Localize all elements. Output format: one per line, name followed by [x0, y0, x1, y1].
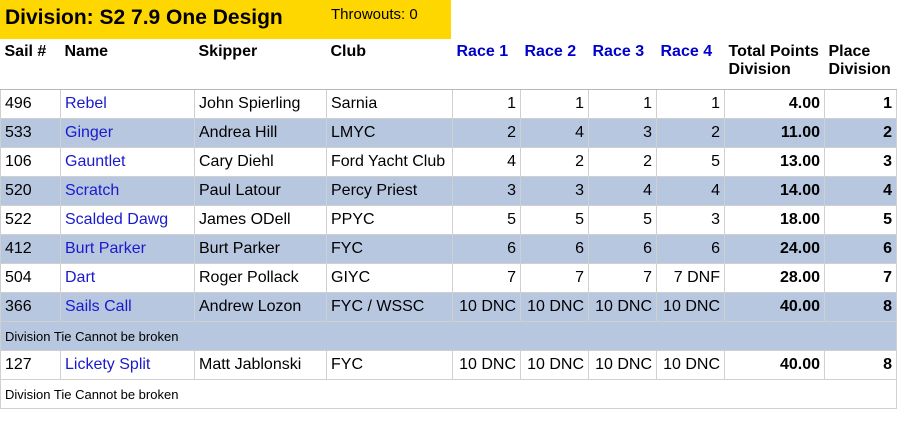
col-race-1[interactable]: Race 1	[453, 39, 521, 90]
boat-name-link[interactable]: Lickety Split	[65, 356, 151, 373]
skipper-name-cell: Burt Parker	[195, 235, 327, 264]
race-3-result-cell: 6	[589, 235, 657, 264]
race-4-result-cell: 10 DNC	[657, 293, 725, 322]
total-points-cell: 14.00	[725, 177, 825, 206]
table-row	[1, 90, 897, 119]
col-total-points	[725, 39, 825, 90]
skipper-name-cell: Roger Pollack	[195, 264, 327, 293]
total-points-cell: 40.00	[725, 351, 825, 380]
col-race-4[interactable]: Race 4	[657, 39, 725, 90]
skipper-name-cell: Matt Jablonski	[195, 351, 327, 380]
boat-name-link-cell	[61, 235, 195, 264]
race-3-result-cell: 3	[589, 119, 657, 148]
table-row	[1, 235, 897, 264]
boat-name-link-cell	[61, 351, 195, 380]
place-division-cell: 4	[825, 177, 897, 206]
tie-note-row	[1, 322, 897, 351]
race-3-result-cell: 10 DNC	[589, 351, 657, 380]
race-4-result-cell: 10 DNC	[657, 351, 725, 380]
col-name: Name	[61, 39, 195, 90]
place-division-cell: 7	[825, 264, 897, 293]
skipper-name-cell: Andrew Lozon	[195, 293, 327, 322]
race-2-result-cell: 5	[521, 206, 589, 235]
club-name-cell: FYC	[327, 351, 453, 380]
col-club: Club	[327, 39, 453, 90]
col-total-line2: Division	[728, 61, 791, 78]
race-1-result-cell: 10 DNC	[453, 351, 521, 380]
club-name-cell: Sarnia	[327, 90, 453, 119]
race-4-result-cell: 6	[657, 235, 725, 264]
race-1-result-cell: 7	[453, 264, 521, 293]
race-1-result-cell: 3	[453, 177, 521, 206]
race-2-result-cell: 10 DNC	[521, 351, 589, 380]
tie-note: Division Tie Cannot be broken	[1, 380, 897, 409]
race-2-result-cell: 1	[521, 90, 589, 119]
race-4-result-cell: 4	[657, 177, 725, 206]
club-name-cell: Ford Yacht Club	[327, 148, 453, 177]
club-name-cell: Percy Priest	[327, 177, 453, 206]
sail-number-cell: 106	[1, 148, 61, 177]
table-row	[1, 148, 897, 177]
table-row	[1, 177, 897, 206]
table-row	[1, 206, 897, 235]
sail-number-cell: 522	[1, 206, 61, 235]
race-4-result-cell: 2	[657, 119, 725, 148]
race-4-result-cell: 7 DNF	[657, 264, 725, 293]
total-points-cell: 28.00	[725, 264, 825, 293]
race-2-result-cell: 10 DNC	[521, 293, 589, 322]
col-place	[825, 39, 897, 90]
boat-name-link[interactable]: Sails Call	[65, 298, 132, 315]
total-points-cell: 40.00	[725, 293, 825, 322]
sail-number-cell: 412	[1, 235, 61, 264]
race-3-result-cell: 7	[589, 264, 657, 293]
division-title: Division: S2 7.9 One Design	[5, 6, 283, 29]
col-place-line1: Place	[828, 43, 871, 60]
col-race-3[interactable]: Race 3	[589, 39, 657, 90]
skipper-name-cell: Andrea Hill	[195, 119, 327, 148]
results-body	[1, 90, 897, 409]
table-row	[1, 119, 897, 148]
skipper-name-cell: James ODell	[195, 206, 327, 235]
race-1-result-cell: 10 DNC	[453, 293, 521, 322]
total-points-cell: 4.00	[725, 90, 825, 119]
race-3-result-cell: 2	[589, 148, 657, 177]
boat-name-link[interactable]: Gauntlet	[65, 153, 126, 170]
col-skipper: Skipper	[195, 39, 327, 90]
race-1-result-cell: 5	[453, 206, 521, 235]
place-division-cell: 5	[825, 206, 897, 235]
total-points-cell: 18.00	[725, 206, 825, 235]
place-division-cell: 6	[825, 235, 897, 264]
race-2-result-cell: 7	[521, 264, 589, 293]
place-division-cell: 8	[825, 293, 897, 322]
throwouts-label: Throwouts: 0	[331, 6, 418, 23]
table-row	[1, 264, 897, 293]
race-2-result-cell: 6	[521, 235, 589, 264]
sail-number-cell: 533	[1, 119, 61, 148]
boat-name-link[interactable]: Ginger	[65, 124, 114, 141]
total-points-cell: 13.00	[725, 148, 825, 177]
boat-name-link[interactable]: Rebel	[65, 95, 107, 112]
boat-name-link-cell	[61, 206, 195, 235]
division-title-bar	[0, 0, 451, 39]
skipper-name-cell: Paul Latour	[195, 177, 327, 206]
race-2-result-cell: 4	[521, 119, 589, 148]
header-row	[1, 39, 897, 90]
boat-name-link-cell	[61, 177, 195, 206]
col-total-line1: Total Points	[728, 43, 819, 60]
results-table	[0, 39, 897, 409]
place-division-cell: 1	[825, 90, 897, 119]
total-points-cell: 24.00	[725, 235, 825, 264]
club-name-cell: PPYC	[327, 206, 453, 235]
sail-number-cell: 496	[1, 90, 61, 119]
tie-note-row	[1, 380, 897, 409]
race-2-result-cell: 2	[521, 148, 589, 177]
col-place-line2: Division	[828, 61, 891, 78]
race-4-result-cell: 5	[657, 148, 725, 177]
tie-note: Division Tie Cannot be broken	[1, 322, 897, 351]
skipper-name-cell: John Spierling	[195, 90, 327, 119]
race-3-result-cell: 4	[589, 177, 657, 206]
place-division-cell: 3	[825, 148, 897, 177]
race-2-result-cell: 3	[521, 177, 589, 206]
race-3-result-cell: 5	[589, 206, 657, 235]
boat-name-link-cell	[61, 90, 195, 119]
sail-number-cell: 520	[1, 177, 61, 206]
sail-number-cell: 127	[1, 351, 61, 380]
race-1-result-cell: 4	[453, 148, 521, 177]
race-1-result-cell: 1	[453, 90, 521, 119]
boat-name-link[interactable]: Scratch	[65, 182, 120, 199]
place-division-cell: 8	[825, 351, 897, 380]
club-name-cell: LMYC	[327, 119, 453, 148]
boat-name-link-cell	[61, 119, 195, 148]
skipper-name-cell: Cary Diehl	[195, 148, 327, 177]
boat-name-link[interactable]: Burt Parker	[65, 240, 146, 257]
race-1-result-cell: 6	[453, 235, 521, 264]
race-3-result-cell: 1	[589, 90, 657, 119]
table-row	[1, 351, 897, 380]
boat-name-link-cell	[61, 264, 195, 293]
race-1-result-cell: 2	[453, 119, 521, 148]
boat-name-link-cell	[61, 148, 195, 177]
col-race-2[interactable]: Race 2	[521, 39, 589, 90]
race-3-result-cell: 10 DNC	[589, 293, 657, 322]
place-division-cell: 2	[825, 119, 897, 148]
sail-number-cell: 366	[1, 293, 61, 322]
table-row	[1, 293, 897, 322]
club-name-cell: FYC / WSSC	[327, 293, 453, 322]
club-name-cell: GIYC	[327, 264, 453, 293]
boat-name-link[interactable]: Scalded Dawg	[65, 211, 169, 228]
boat-name-link-cell	[61, 293, 195, 322]
col-sail: Sail #	[1, 39, 61, 90]
race-4-result-cell: 1	[657, 90, 725, 119]
total-points-cell: 11.00	[725, 119, 825, 148]
club-name-cell: FYC	[327, 235, 453, 264]
boat-name-link[interactable]: Dart	[65, 269, 96, 286]
race-4-result-cell: 3	[657, 206, 725, 235]
sail-number-cell: 504	[1, 264, 61, 293]
